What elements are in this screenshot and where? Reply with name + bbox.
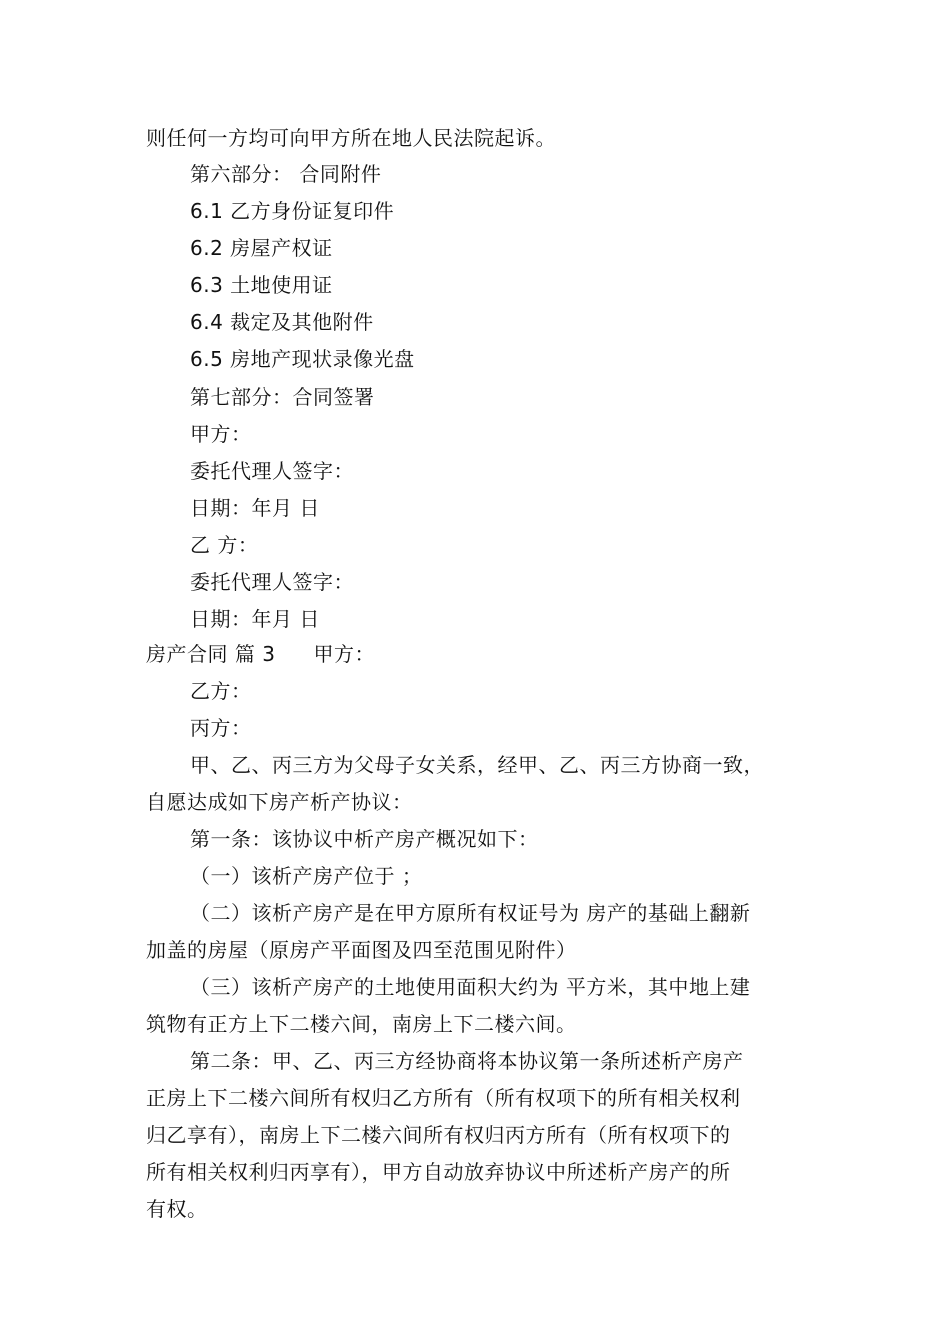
paragraph-line: 归乙享有），南房上下二楼六间所有权归丙方所有（所有权项下的 — [146, 1123, 731, 1147]
paragraph-line: 有权。 — [146, 1197, 208, 1221]
list-item: 6.5 房地产现状录像光盘 — [190, 347, 415, 371]
party-label: 甲方： — [313, 642, 375, 666]
list-item: 6.3 土地使用证 — [190, 273, 333, 297]
signature-label: 甲方： — [190, 422, 252, 446]
signature-label: 委托代理人签字： — [190, 459, 354, 483]
party-label: 乙方： — [190, 679, 252, 703]
section-heading: 第六部分： 合同附件 — [190, 162, 382, 186]
paragraph-line: 甲、乙、丙三方为父母子女关系，经甲、乙、丙三方协商一致， — [190, 753, 764, 777]
paragraph-line: 则任何一方均可向甲方所在地人民法院起诉。 — [146, 126, 556, 150]
paragraph-line: （一）该析产房产位于 ； — [190, 864, 423, 888]
contract-title: 房产合同 篇 3 — [146, 642, 276, 666]
party-label: 丙方： — [190, 716, 252, 740]
article-heading: 第一条：该协议中析产房产概况如下： — [190, 827, 539, 851]
paragraph-line: 所有相关权利归丙享有），甲方自动放弃协议中所述析产房产的所 — [146, 1160, 731, 1184]
paragraph-line: 自愿达成如下房产析产协议： — [146, 790, 413, 814]
list-item: 6.4 裁定及其他附件 — [190, 310, 374, 334]
paragraph-line: 第二条：甲、乙、丙三方经协商将本协议第一条所述析产房产 — [190, 1049, 744, 1073]
signature-label: 委托代理人签字： — [190, 570, 354, 594]
paragraph-line: （二）该析产房产是在甲方原所有权证号为 房产的基础上翻新 — [190, 901, 751, 925]
paragraph-line: 筑物有正方上下二楼六间，南房上下二楼六间。 — [146, 1012, 577, 1036]
paragraph-line: 加盖的房屋（原房产平面图及四至范围见附件） — [146, 938, 577, 962]
list-item: 6.1 乙方身份证复印件 — [190, 199, 395, 223]
paragraph-line: （三）该析产房产的土地使用面积大约为 平方米，其中地上建 — [190, 975, 751, 999]
paragraph-line: 正房上下二楼六间所有权归乙方所有（所有权项下的所有相关权利 — [146, 1086, 741, 1110]
contract-heading — [146, 640, 375, 668]
list-item: 6.2 房屋产权证 — [190, 236, 333, 260]
signature-label: 乙 方： — [190, 533, 259, 557]
date-label: 日期：年月 日 — [190, 607, 320, 631]
section-heading: 第七部分：合同签署 — [190, 385, 375, 409]
date-label: 日期：年月 日 — [190, 496, 320, 520]
